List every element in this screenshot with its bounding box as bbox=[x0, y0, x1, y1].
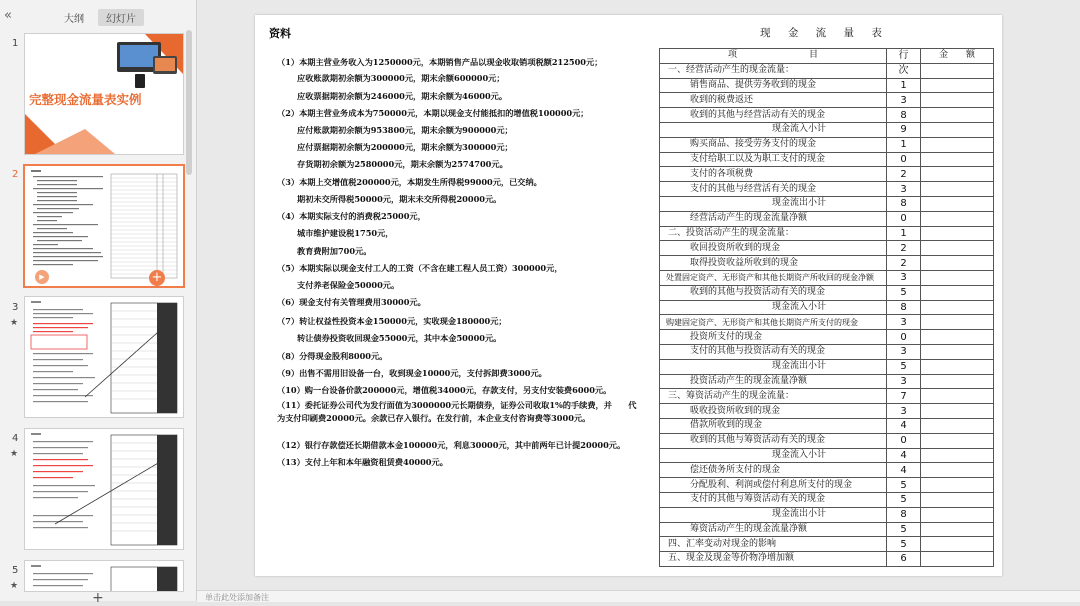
table-row bbox=[660, 448, 994, 463]
tab-outline[interactable]: 大纲 bbox=[64, 14, 84, 25]
row-amount[interactable] bbox=[921, 63, 994, 78]
row-label: 一、经营活动产生的现金流量： bbox=[660, 63, 887, 78]
row-line-number: 8 bbox=[887, 196, 921, 211]
row-amount[interactable] bbox=[921, 463, 994, 478]
row-amount[interactable] bbox=[921, 374, 994, 389]
row-amount[interactable] bbox=[921, 256, 994, 271]
row-line-number: 1 bbox=[887, 226, 921, 241]
list-item: （5）本期实际以现金支付工人的工资（不含在建工程人员工资）300000元， bbox=[277, 263, 563, 273]
table-row bbox=[660, 492, 994, 507]
row-label: 现金流入小计 bbox=[660, 300, 887, 315]
row-label: 支付的其他与经营活有关的现金 bbox=[660, 182, 887, 197]
slide-4-preview bbox=[25, 429, 183, 549]
row-label: 支付给职工以及为职工支付的现金 bbox=[660, 152, 887, 167]
table-row bbox=[660, 537, 994, 552]
list-item: 存货期初余额为2580000元，期末余额为2574700元。 bbox=[297, 159, 508, 169]
row-amount[interactable] bbox=[921, 211, 994, 226]
slide-thumbnail-3[interactable] bbox=[24, 296, 184, 418]
list-item: 城市维护建设税1750元， bbox=[297, 228, 394, 238]
table-row bbox=[660, 359, 994, 374]
row-amount[interactable] bbox=[921, 359, 994, 374]
row-label: 购建固定资产、无形资产和其他长期资产所支付的现金 bbox=[660, 315, 887, 330]
list-item: （10）购一台设备价款200000元，增值税34000元，存款支付，另支付安装费6000元。 bbox=[277, 385, 612, 395]
row-label: 投资所支付的现金 bbox=[660, 330, 887, 345]
row-label: 五、现金及现金等价物净增加额 bbox=[660, 552, 887, 567]
list-item: 应收票据期初余额为246000元，期末余额为46000元。 bbox=[297, 91, 508, 101]
table-row bbox=[660, 270, 994, 285]
row-line-number: 2 bbox=[887, 241, 921, 256]
list-item: 教育费附加700元。 bbox=[297, 246, 372, 256]
row-label: 收到的税费返还 bbox=[660, 93, 887, 108]
row-line-number: 4 bbox=[887, 418, 921, 433]
header-line: 行 bbox=[887, 49, 921, 64]
table-row bbox=[660, 78, 994, 93]
row-amount[interactable] bbox=[921, 315, 994, 330]
row-line-number: 次 bbox=[887, 63, 921, 78]
row-line-number: 3 bbox=[887, 344, 921, 359]
table-header-row bbox=[660, 49, 994, 64]
table-row bbox=[660, 256, 994, 271]
panel-tabs bbox=[56, 9, 144, 26]
list-item: （2）本期主营业务成本为750000元，本期以现金支付能抵扣的增值税100000元； bbox=[277, 108, 589, 118]
row-line-number: 0 bbox=[887, 330, 921, 345]
row-amount[interactable] bbox=[921, 226, 994, 241]
list-item: 应收账款期初余额为300000元，期末余额600000元； bbox=[297, 73, 505, 83]
table-row bbox=[660, 507, 994, 522]
slide-label: 资料 bbox=[269, 27, 291, 40]
slide-1-title: 完整现金流量表实例 bbox=[29, 92, 142, 107]
row-amount[interactable] bbox=[921, 93, 994, 108]
table-row bbox=[660, 300, 994, 315]
slide-panel bbox=[0, 0, 197, 606]
row-amount[interactable] bbox=[921, 418, 994, 433]
row-label: 收到的其他与经营活动有关的现金 bbox=[660, 108, 887, 123]
slide-number: 5 bbox=[12, 565, 19, 576]
animation-star-icon: ★ bbox=[10, 581, 19, 591]
row-label: 三、筹资活动产生的现金流量： bbox=[660, 389, 887, 404]
list-item: （7）转让权益性投资本金150000元，实收现金180000元； bbox=[277, 316, 507, 326]
row-label: 四、汇率变动对现金的影响 bbox=[660, 537, 887, 552]
table-row bbox=[660, 137, 994, 152]
list-item: （9）出售不需用旧设备一台，收到现金10000元，支付拆卸费3000元。 bbox=[277, 368, 547, 378]
slide-thumbnail-4[interactable] bbox=[24, 428, 184, 550]
slide-thumbnail-1[interactable] bbox=[24, 33, 184, 155]
animation-star-icon: ★ bbox=[10, 449, 19, 459]
list-item: 支付养老保险金50000元。 bbox=[297, 280, 400, 290]
table-row bbox=[660, 285, 994, 300]
slide-canvas[interactable] bbox=[255, 15, 1002, 576]
list-item: （8）分得现金股利8000元。 bbox=[277, 351, 388, 361]
row-line-number: 4 bbox=[887, 463, 921, 478]
row-line-number: 8 bbox=[887, 300, 921, 315]
tab-slides[interactable]: 幻灯片 bbox=[98, 9, 144, 26]
row-line-number: 5 bbox=[887, 537, 921, 552]
list-item: 应付票据期初余额为200000元，期末余额为300000元； bbox=[297, 142, 513, 152]
animation-star-icon: ★ bbox=[10, 318, 19, 328]
row-line-number: 0 bbox=[887, 152, 921, 167]
row-line-number: 0 bbox=[887, 433, 921, 448]
row-label: 吸收投资所收到的现金 bbox=[660, 404, 887, 419]
row-amount[interactable] bbox=[921, 285, 994, 300]
row-label: 借款所收到的现金 bbox=[660, 418, 887, 433]
row-amount[interactable] bbox=[921, 478, 994, 493]
row-line-number: 3 bbox=[887, 404, 921, 419]
row-line-number: 0 bbox=[887, 211, 921, 226]
row-line-number: 3 bbox=[887, 182, 921, 197]
play-icon[interactable]: ▶ bbox=[35, 270, 49, 284]
row-label: 购买商品、接受劳务支付的现金 bbox=[660, 137, 887, 152]
list-item: （11）委托证券公司代为发行面值为3000000元长期债券，证券公司收取1%的手续费，并 代为支付印刷费20000元。余款已存入银行。在发行前，本企业支付咨询费等3000元。 bbox=[277, 400, 637, 423]
slide-number: 4 bbox=[12, 433, 19, 444]
row-line-number: 9 bbox=[887, 122, 921, 137]
table-row bbox=[660, 211, 994, 226]
row-label: 处置固定资产、无形资产和其他长期资产所收回的现金净额 bbox=[660, 270, 887, 285]
row-label: 收到的其他与筹资活动有关的现金 bbox=[660, 433, 887, 448]
row-amount[interactable] bbox=[921, 330, 994, 345]
table-row bbox=[660, 433, 994, 448]
row-label: 筹资活动产生的现金流量净额 bbox=[660, 522, 887, 537]
table-row bbox=[660, 93, 994, 108]
table-row bbox=[660, 478, 994, 493]
table-row bbox=[660, 152, 994, 167]
row-amount[interactable] bbox=[921, 108, 994, 123]
row-amount[interactable] bbox=[921, 167, 994, 182]
row-line-number: 2 bbox=[887, 256, 921, 271]
row-line-number: 1 bbox=[887, 137, 921, 152]
row-label: 现金流出小计 bbox=[660, 359, 887, 374]
row-amount[interactable] bbox=[921, 448, 994, 463]
row-label: 分配股利、利润或偿付利息所支付的现金 bbox=[660, 478, 887, 493]
row-line-number: 3 bbox=[887, 315, 921, 330]
notes-placeholder: 单击此处添加备注 bbox=[205, 593, 269, 602]
slide-3-preview bbox=[25, 297, 183, 417]
row-line-number: 5 bbox=[887, 285, 921, 300]
row-line-number: 5 bbox=[887, 359, 921, 374]
row-amount[interactable] bbox=[921, 507, 994, 522]
list-item: （13）支付上年和本年融资租赁费40000元。 bbox=[277, 457, 448, 467]
row-amount[interactable] bbox=[921, 122, 994, 137]
row-amount[interactable] bbox=[921, 552, 994, 567]
table-row bbox=[660, 552, 994, 567]
row-line-number: 3 bbox=[887, 93, 921, 108]
table-row bbox=[660, 389, 994, 404]
row-line-number: 8 bbox=[887, 108, 921, 123]
table-row bbox=[660, 63, 994, 78]
row-amount[interactable] bbox=[921, 152, 994, 167]
row-amount[interactable] bbox=[921, 182, 994, 197]
table-row bbox=[660, 315, 994, 330]
table-title: 现 金 流 量 表 bbox=[760, 27, 889, 39]
list-item: （3）本期上交增值税200000元，本期发生所得税99000元，已交纳。 bbox=[277, 177, 542, 187]
row-label: 销售商品、提供劳务收到的现金 bbox=[660, 78, 887, 93]
row-amount[interactable] bbox=[921, 137, 994, 152]
list-item: （1）本期主营业务收入为1250000元，本期销售产品以现金收取销项税额212500元； bbox=[277, 57, 603, 67]
row-line-number: 5 bbox=[887, 522, 921, 537]
table-row bbox=[660, 108, 994, 123]
row-label: 支付的其他与投资活动有关的现金 bbox=[660, 344, 887, 359]
row-label: 现金流入小计 bbox=[660, 122, 887, 137]
collapse-panel-icon[interactable]: « bbox=[4, 8, 12, 23]
row-line-number: 6 bbox=[887, 552, 921, 567]
row-amount[interactable] bbox=[921, 522, 994, 537]
row-amount[interactable] bbox=[921, 270, 994, 285]
row-label: 收回投资所收到的现金 bbox=[660, 241, 887, 256]
slide-2-preview bbox=[25, 166, 183, 286]
row-amount[interactable] bbox=[921, 492, 994, 507]
list-item: （4）本期实际支付的消费税25000元， bbox=[277, 211, 426, 221]
row-label: 现金流出小计 bbox=[660, 507, 887, 522]
row-line-number: 5 bbox=[887, 492, 921, 507]
table-row bbox=[660, 374, 994, 389]
table-row bbox=[660, 241, 994, 256]
table-row bbox=[660, 344, 994, 359]
list-item: 期初未交所得税50000元，期末未交所得税20000元。 bbox=[297, 194, 502, 204]
header-amount: 金 额 bbox=[921, 49, 994, 64]
row-amount[interactable] bbox=[921, 537, 994, 552]
add-slide-icon[interactable]: + bbox=[92, 590, 104, 606]
slide-number: 3 bbox=[12, 302, 19, 313]
row-amount[interactable] bbox=[921, 196, 994, 211]
table-row bbox=[660, 418, 994, 433]
row-amount[interactable] bbox=[921, 241, 994, 256]
row-label: 现金流入小计 bbox=[660, 448, 887, 463]
slide-thumbnail-2[interactable] bbox=[23, 164, 185, 288]
row-amount[interactable] bbox=[921, 300, 994, 315]
row-amount[interactable] bbox=[921, 389, 994, 404]
slide-number: 1 bbox=[12, 38, 19, 49]
slide-thumbnail-5[interactable] bbox=[24, 560, 184, 592]
row-line-number: 1 bbox=[887, 78, 921, 93]
row-line-number: 3 bbox=[887, 374, 921, 389]
row-label: 现金流出小计 bbox=[660, 196, 887, 211]
table-row bbox=[660, 330, 994, 345]
row-line-number: 5 bbox=[887, 478, 921, 493]
row-line-number: 8 bbox=[887, 507, 921, 522]
table-row bbox=[660, 122, 994, 137]
cash-flow-table bbox=[659, 48, 994, 567]
row-label: 取得投资收益所收到的现金 bbox=[660, 256, 887, 271]
row-label: 偿还债务所支付的现金 bbox=[660, 463, 887, 478]
row-label: 经营活动产生的现金流量净额 bbox=[660, 211, 887, 226]
table-row bbox=[660, 463, 994, 478]
row-line-number: 4 bbox=[887, 448, 921, 463]
table-row bbox=[660, 522, 994, 537]
row-label: 支付的其他与筹资活动有关的现金 bbox=[660, 492, 887, 507]
row-label: 收到的其他与投资活动有关的现金 bbox=[660, 285, 887, 300]
list-item: 转让债券投资收回现金55000元，其中本金50000元。 bbox=[297, 333, 502, 343]
header-item: 项 目 bbox=[660, 49, 887, 64]
list-item: （6）现金支付有关管理费用30000元。 bbox=[277, 297, 426, 307]
slide-number: 2 bbox=[12, 169, 19, 180]
list-item: 应付账款期初余额为953800元，期末余额为900000元； bbox=[297, 125, 513, 135]
row-line-number: 2 bbox=[887, 167, 921, 182]
row-amount[interactable] bbox=[921, 78, 994, 93]
table-row bbox=[660, 167, 994, 182]
table-row bbox=[660, 404, 994, 419]
table-row bbox=[660, 226, 994, 241]
row-amount[interactable] bbox=[921, 344, 994, 359]
slide-5-preview bbox=[25, 561, 183, 591]
row-amount[interactable] bbox=[921, 404, 994, 419]
row-line-number: 3 bbox=[887, 270, 921, 285]
panel-scrollbar[interactable] bbox=[186, 30, 192, 175]
row-amount[interactable] bbox=[921, 433, 994, 448]
row-label: 投资活动产生的现金流量净额 bbox=[660, 374, 887, 389]
table-row bbox=[660, 182, 994, 197]
add-slide-icon[interactable]: + bbox=[149, 270, 165, 286]
list-item: （12）银行存款偿还长期借款本金100000元，利息30000元，其中前两年已计提20000元。 bbox=[277, 440, 626, 450]
row-label: 支付的各项税费 bbox=[660, 167, 887, 182]
row-label: 二、投资活动产生的现金流量： bbox=[660, 226, 887, 241]
table-row bbox=[660, 196, 994, 211]
row-line-number: 7 bbox=[887, 389, 921, 404]
slide-editor bbox=[197, 0, 1080, 601]
notes-pane[interactable] bbox=[197, 590, 1080, 602]
